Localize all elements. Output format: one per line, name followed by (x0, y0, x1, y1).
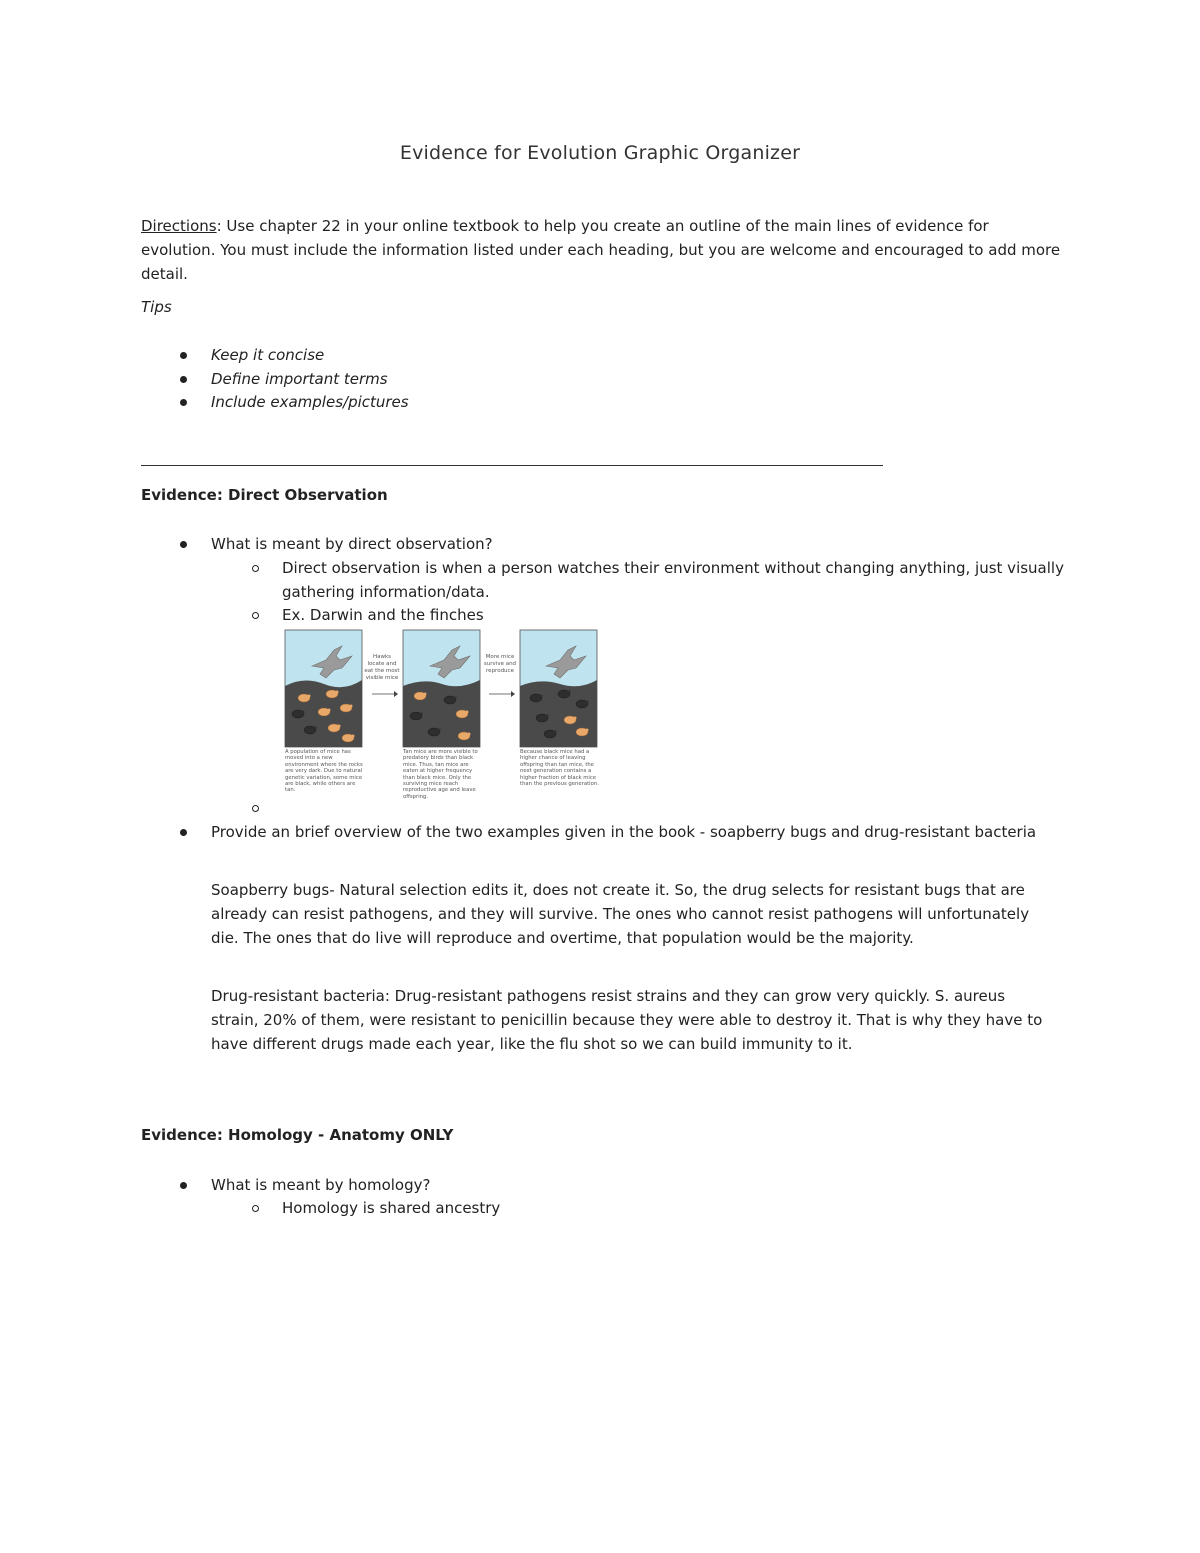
question-list (211, 1174, 430, 1198)
answer-list (282, 557, 1072, 628)
directions-text: : Use chapter 22 in your online textbook to help you create an outline of the main lines of evidence for evolution. You must include the information listed under each heading, but you are welcome and encouraged to add more detail. (141, 217, 1061, 283)
caption-3: Because black mice had a higher chance of leaving offspring than tan mice, the next generation contains a higher fraction of black mice than the previous generation. (520, 749, 599, 788)
question-list (211, 821, 1071, 845)
directions-paragraph (141, 214, 1066, 286)
answer-item: Ex. Darwin and the finches (282, 604, 1072, 628)
question-overview-examples: Provide an brief overview of the two examples given in the book - soapberry bugs and drug-resistant bacteria (211, 821, 1071, 845)
section-heading-direct-observation: Evidence: Direct Observation (141, 486, 388, 504)
panel-1 (285, 630, 362, 747)
answer-item: Homology is shared ancestry (282, 1197, 500, 1221)
caption-1: A population of mice has moved into a new environment where the rocks are very dark. Due to natural genetic variation, some mice are black, while others are tan. (285, 749, 363, 794)
question-list (211, 533, 493, 557)
tip-item: Keep it concise (211, 344, 409, 368)
answer-item: Direct observation is when a person watches their environment without changing anything, just visually gathering information/data. (282, 557, 1072, 604)
natural-selection-figure (284, 628, 606, 814)
soapberry-bugs-paragraph: Soapberry bugs- Natural selection edits it, does not create it. So, the drug selects for resistant bugs that are already can resist pathogens, and they will survive. The ones who cannot resist pathogens will unfortunately die. The ones that do live will reproduce and overtime, that population would be the majority. (211, 881, 1030, 947)
arrow-2 (484, 654, 516, 697)
answer-list (282, 1197, 500, 1221)
arrow-label: Hawks locate and eat the most visible mice (364, 654, 400, 681)
question-direct-observation: What is meant by direct observation? (211, 533, 493, 557)
arrow-label: More mice survive and reproduce (483, 654, 517, 674)
arrow-1 (364, 654, 400, 697)
directions-label: Directions (141, 217, 217, 235)
tips-label: Tips (141, 298, 172, 316)
document-title: Evidence for Evolution Graphic Organizer (399, 142, 801, 164)
tip-item: Define important terms (211, 368, 409, 392)
drug-resistant-bacteria-paragraph: Drug-resistant bacteria: Drug-resistant pathogens resist strains and they can grow very quickly. S. aureus strain, 20% of them, were resistant to penicillin because they were able to destroy it. That is why they have to have different drugs made each year, like the flu shot so we can build immunity to it. (211, 987, 1043, 1053)
section-heading-homology: Evidence: Homology - Anatomy ONLY (141, 1126, 454, 1144)
horizontal-divider (141, 465, 883, 466)
tips-list (211, 344, 409, 415)
question-homology: What is meant by homology? (211, 1174, 430, 1198)
tip-item: Include examples/pictures (211, 391, 409, 415)
panel-3 (520, 630, 597, 747)
panel-2 (403, 630, 480, 747)
caption-2: Tan mice are more visible to predatory birds than black mice. Thus, tan mice are eaten at higher frequency than black mice. Only the surviving mice reach reproductive age and leave offspring. (403, 749, 478, 800)
